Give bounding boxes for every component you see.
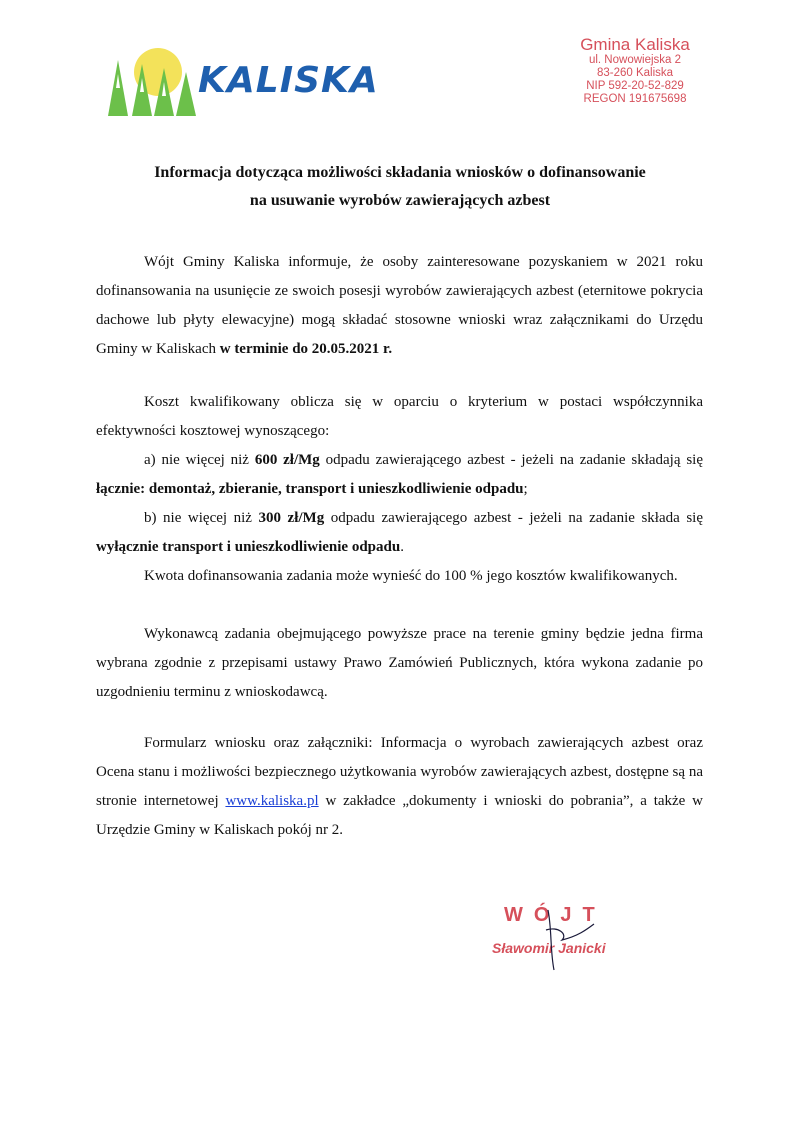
signature-title: WÓJT [504, 904, 606, 926]
paragraph-intro [96, 248, 703, 364]
item-b [96, 504, 703, 562]
intro-text: Wójt Gminy Kaliska informuje, że osoby zainteresowane pozyskaniem w 2021 roku dofinansowania na usunięcie ze swoich posesji wyrobów zawierających azbest (eternitowe pokrycia dachowe lub płyty elewacyjne) mogą składać stosowne wnioski wraz załącznikami do Urzędu Gminy w Kaliskach [96, 254, 703, 357]
item-a [96, 446, 703, 504]
stamp-nip: NIP 592-20-52-829 [586, 80, 684, 92]
paragraph-forms [96, 729, 703, 845]
website-link[interactable]: www.kaliska.pl [225, 793, 319, 809]
item-a-end: ; [523, 481, 528, 497]
item-a-text: odpadu zawierającego azbest - jeżeli na zadanie składają się [319, 452, 704, 468]
title-line-1: Informacja dotycząca możliwości składania wniosków o dofinansowanie [154, 164, 646, 181]
office-stamp [560, 36, 710, 106]
paragraph-cost [96, 388, 703, 446]
signature-name: Sławomir Janicki [492, 940, 606, 956]
item-b-bold: wyłącznie transport i unieszkodliwienie odpadu [96, 539, 401, 555]
kaliska-logo [96, 38, 379, 118]
deadline-text: w terminie do 20.05.2021 r. [219, 341, 393, 357]
item-a-bold: łącznie: demontaż, zbieranie, transport i unieszkodliwienie odpadu [96, 481, 524, 497]
stamp-postal: 83-260 Kaliska [596, 67, 674, 79]
title-line-2: na usuwanie wyrobów zawierających azbest [249, 192, 551, 209]
handwritten-signature-icon [490, 900, 640, 980]
item-a-prefix: a) nie więcej niż [144, 452, 255, 468]
stamp-street: ul. Nowowiejska 2 [588, 54, 682, 66]
item-b-end: . [400, 539, 404, 555]
item-b-text: odpadu zawierającego azbest - jeżeli na zadanie składa się [324, 510, 703, 526]
cost-intro: Koszt kwalifikowany oblicza się w oparciu o kryterium w postaci współczynnika efektywności kosztowej wynoszącego: [96, 394, 703, 439]
document-title [90, 159, 710, 215]
item-a-amount: 600 zł/Mg [254, 452, 320, 468]
stamp-regon: REGON 191675698 [583, 93, 687, 105]
sun-and-trees-icon [96, 38, 206, 118]
forms-text: Formularz wniosku oraz załączniki: Informacja o wyrobach zawierających azbest oraz Ocena stanu i możliwości bezpiecznego użytkowania wyrobów zawierających azbest, dostępne są na stronie internetowej [96, 735, 703, 809]
paragraph-contractor: Wykonawcą zadania obejmującego powyższe prace na terenie gminy będzie jedna firma wybrana zgodnie z przepisami ustawy Prawo Zamówień Publicznych, która wykona zadanie po uzgodnieniu terminu z wnioskodawcą. [96, 626, 703, 700]
stamp-name: Gmina Kaliska [580, 35, 690, 54]
logo-text: KALISKA [198, 60, 379, 101]
signature-stamp [490, 900, 640, 980]
forms-text-after: w zakładce „dokumenty i wnioski do pobrania”, a także w Urzędzie Gminy w Kaliskach pokój nr 2. [96, 793, 703, 838]
item-b-prefix: b) nie więcej niż [144, 510, 259, 526]
item-b-amount: 300 zł/Mg [258, 510, 325, 526]
paragraph-amount: Kwota dofinansowania zadania może wynieść do 100 % jego kosztów kwalifikowanych. [144, 568, 678, 584]
